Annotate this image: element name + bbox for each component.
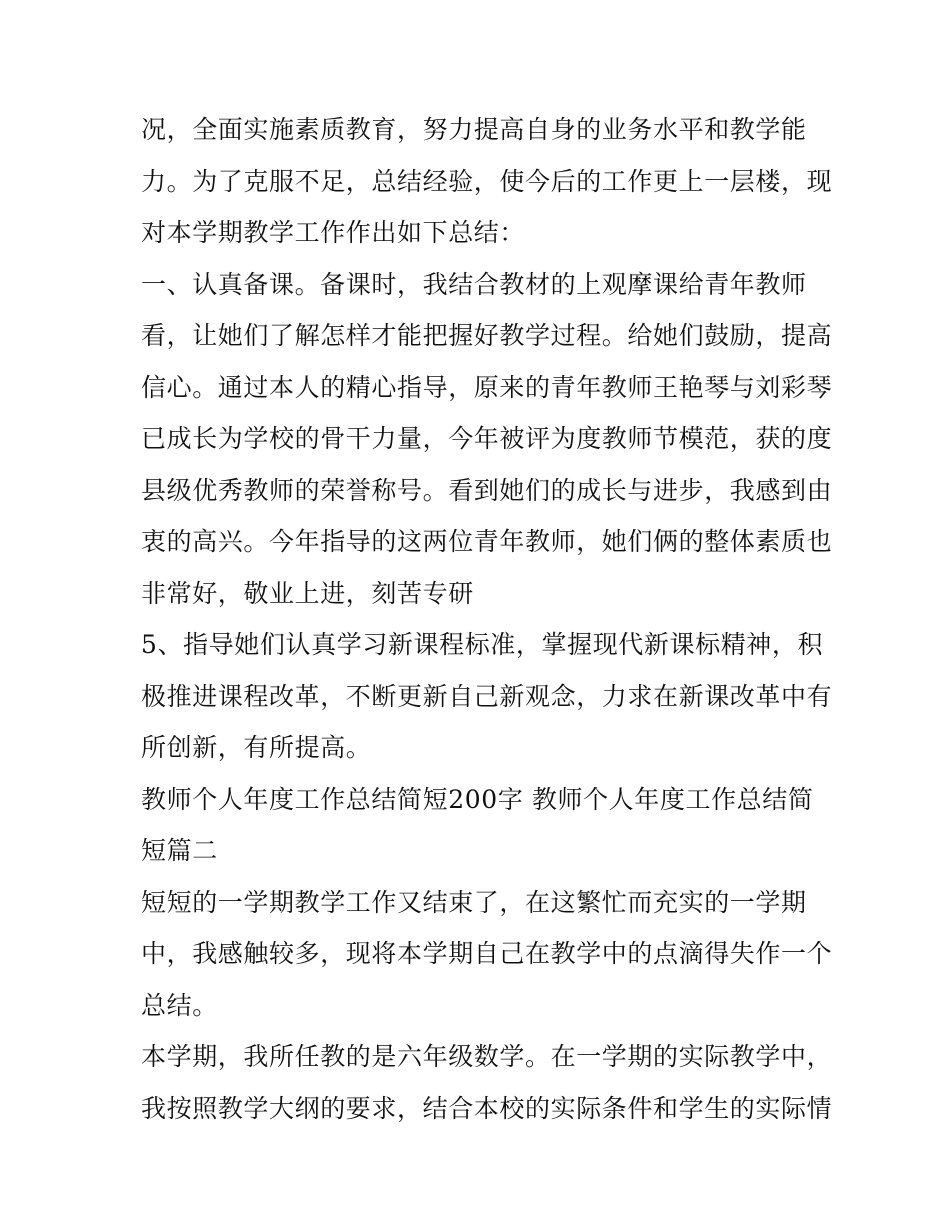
section-heading-line: 教师个人年度工作总结简短200字 教师个人年度工作总结简: [141, 784, 814, 814]
document-body: [141, 104, 833, 1134]
text-line: 极推进课程改革，不断更新自己新观念，力求在新课改革中有: [141, 681, 833, 711]
text-line: 本学期，我所任教的是六年级数学。在一学期的实际教学中，: [141, 1042, 833, 1071]
text-line: 5、指导她们认真学习新课程标准，掌握现代新课标精神，积: [141, 630, 824, 659]
text-line: 况，全面实施素质教育，努力提高自身的业务水平和教学能: [141, 115, 807, 144]
text-line: 看，让她们了解怎样才能把握好教学过程。给她们鼓励，提高: [141, 321, 833, 350]
text-line: 非常好，敬业上进，刻苦专研: [141, 578, 474, 608]
text-line: 所创新，有所提高。: [141, 733, 372, 762]
section-heading-line: 短篇二: [141, 836, 218, 865]
text-line: 短短的一学期教学工作又结束了，在这繁忙而充实的一学期: [141, 887, 807, 917]
text-line: 县级优秀教师的荣誉称号。看到她们的成长与进步，我感到由: [141, 475, 833, 505]
text-line: 衷的高兴。今年指导的这两位青年教师，她们俩的整体素质也: [141, 527, 833, 556]
text-line: 力。为了克服不足，总结经验，使今后的工作更上一层楼，现: [141, 166, 833, 196]
text-line: 中，我感触较多，现将本学期自己在教学中的点滴得失作一个: [141, 939, 833, 968]
text-line: 对本学期教学工作作出如下总结：: [141, 218, 526, 247]
text-line: 信心。通过本人的精心指导，原来的青年教师王艳琴与刘彩琴: [141, 372, 833, 402]
text-line: 一、认真备课。备课时，我结合教材的上观摩课给青年教师: [141, 269, 807, 299]
text-line: 总结。: [141, 990, 218, 1020]
text-line: 已成长为学校的骨干力量，今年被评为度教师节模范，获的度: [141, 424, 833, 453]
text-line: 我按照教学大纲的要求，结合本校的实际条件和学生的实际情: [141, 1093, 833, 1123]
